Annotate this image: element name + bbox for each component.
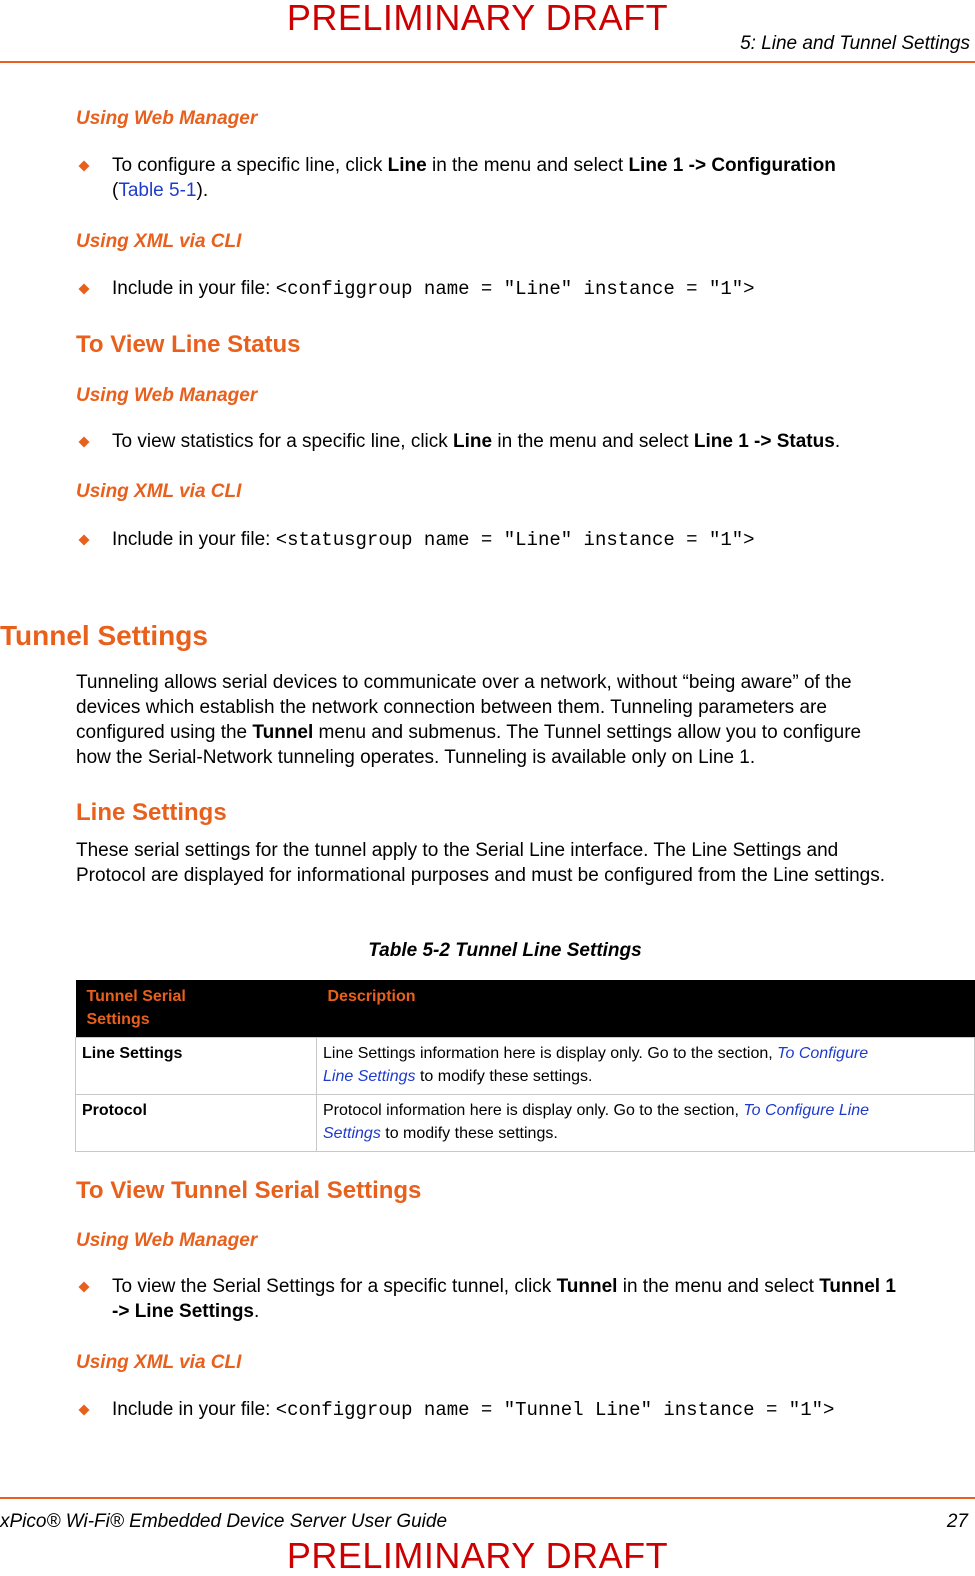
- table-row: [76, 1038, 975, 1095]
- using-xml-cli-heading: Using XML via CLI: [76, 231, 242, 252]
- table-header-cell: Tunnel Serial Settings: [76, 980, 317, 1038]
- using-xml-cli-heading: Using XML via CLI: [76, 481, 242, 502]
- table-header-row: [76, 980, 975, 1038]
- table-cell-name: Line Settings: [76, 1038, 317, 1095]
- watermark-bottom: PRELIMINARY DRAFT: [286, 1535, 669, 1576]
- tunnel-line-settings-table: [75, 980, 975, 1152]
- using-web-manager-heading: Using Web Manager: [76, 108, 258, 129]
- page-number: 27: [946, 1511, 968, 1532]
- footer-guide-title: xPico® Wi-Fi® Embedded Device Server User Guide: [0, 1511, 448, 1532]
- xml-code: <configgroup name = "Line" instance = "1">: [275, 278, 755, 300]
- bullet-diamond-icon: [78, 1281, 89, 1292]
- bullet-diamond-icon: [78, 160, 89, 171]
- bullet-diamond-icon: [78, 534, 89, 545]
- table-cell-name: Protocol: [76, 1095, 317, 1152]
- table-row: [76, 1095, 975, 1152]
- bullet-diamond-icon: [78, 283, 89, 294]
- bullet-diamond-icon: [78, 1404, 89, 1415]
- to-configure-line-settings-link[interactable]: To Configure Line Settings: [323, 1045, 869, 1085]
- line-settings-paragraph: These serial settings for the tunnel apply to the Serial Line interface. The Line Settings and Protocol are displayed for informational purposes and must be configured from the Line settings.: [76, 840, 886, 886]
- tunnel-settings-title: Tunnel Settings: [0, 620, 208, 651]
- running-header: 5: Line and Tunnel Settings: [740, 33, 970, 54]
- using-web-manager-heading: Using Web Manager: [76, 1230, 258, 1251]
- using-xml-cli-heading: Using XML via CLI: [76, 1352, 242, 1373]
- xml-code: <configgroup name = "Tunnel Line" instance = "1">: [275, 1399, 835, 1421]
- line-settings-title: Line Settings: [76, 799, 227, 826]
- using-web-manager-heading: Using Web Manager: [76, 385, 258, 406]
- table-cell-description: Protocol information here is display only. Go to the section, To Configure Line Settings to modify these settings.: [317, 1095, 975, 1152]
- footer-rule: [0, 1497, 975, 1499]
- tunnel-settings-paragraph: Tunneling allows serial devices to communicate over a network, without “being aware” of the devices which establish the network connection between them. Tunneling parameters are configured using the Tunnel menu and submenus. The Tunnel settings allow you to configure how the Serial-Network tunneling operates. Tunneling is available only on Line 1.: [76, 672, 862, 768]
- table-cell-description: Line Settings information here is display only. Go to the section, To Configure Line Settings to modify these settings.: [317, 1038, 975, 1095]
- xml-code: <statusgroup name = "Line" instance = "1">: [275, 529, 755, 551]
- view-tunnel-serial-title: To View Tunnel Serial Settings: [76, 1177, 422, 1204]
- view-line-status-title: To View Line Status: [76, 331, 301, 358]
- watermark-top: PRELIMINARY DRAFT: [286, 0, 669, 38]
- table-header-cell: Description: [317, 980, 975, 1038]
- to-configure-line-settings-link[interactable]: To Configure Line Settings: [323, 1102, 870, 1142]
- table-caption: Table 5-2 Tunnel Line Settings: [368, 940, 642, 961]
- table-5-1-link[interactable]: Table 5-1: [118, 180, 197, 201]
- bullet-diamond-icon: [78, 436, 89, 447]
- header-rule: [0, 61, 975, 63]
